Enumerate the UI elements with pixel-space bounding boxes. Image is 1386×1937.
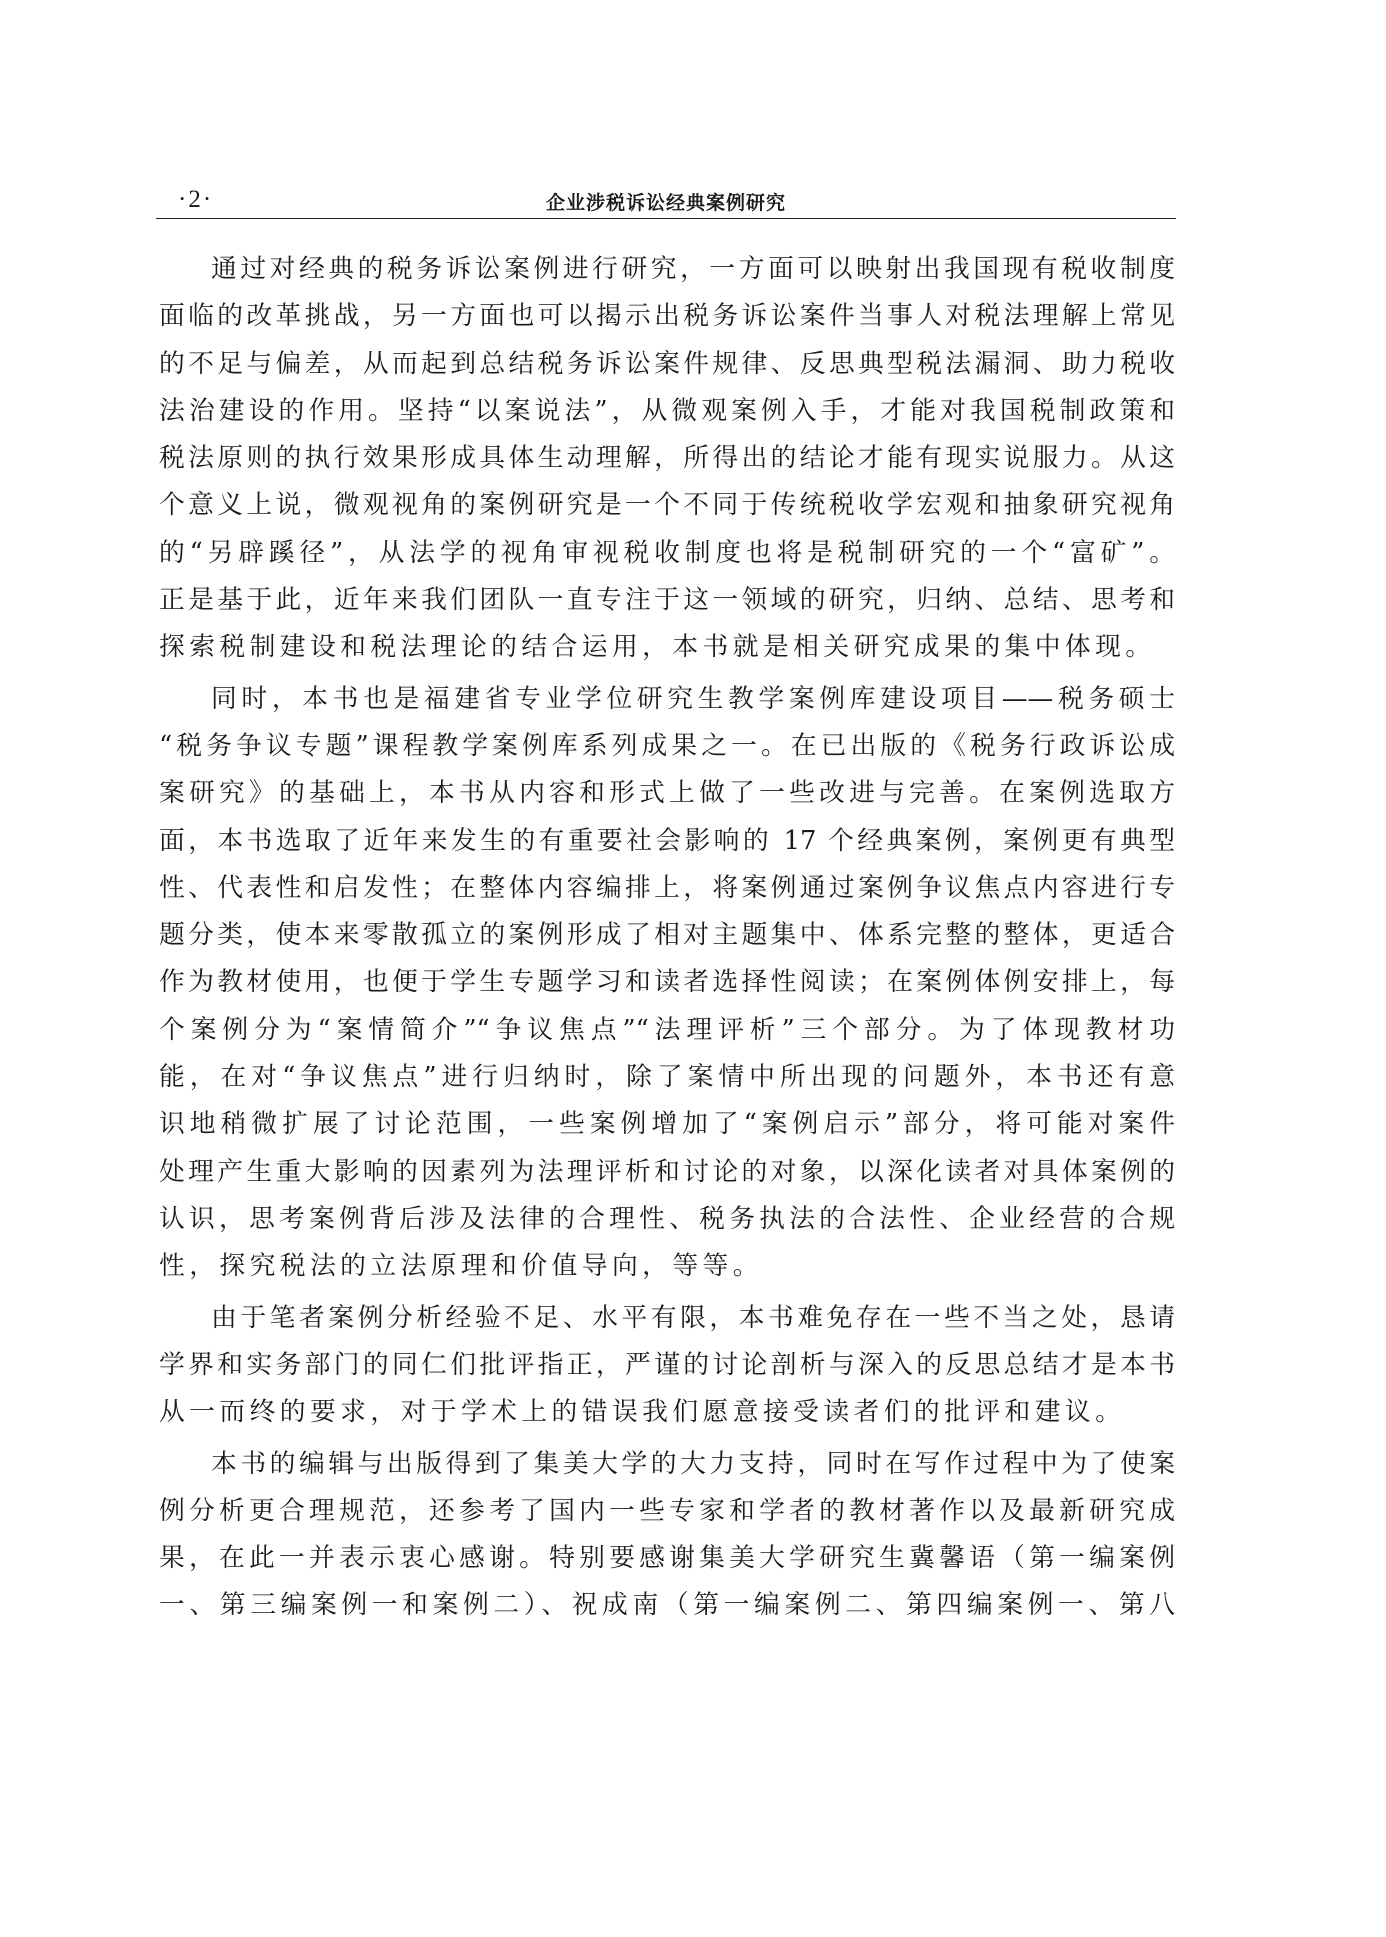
text-line: 的“另辟蹊径”，从法学的视角审视税收制度也将是税制研究的一个“富矿”。 bbox=[159, 537, 1175, 568]
text-line: 通过对经典的税务诉讼案例进行研究，一方面可以映射出我国现有税收制度 bbox=[211, 254, 1175, 284]
text-line: 本书的编辑与出版得到了集美大学的大力支持，同时在写作过程中为了使案 bbox=[211, 1448, 1175, 1479]
paragraph bbox=[159, 1441, 1175, 1630]
paragraph bbox=[159, 246, 1175, 672]
text-line: 同时，本书也是福建省专业学位研究生教学案例库建设项目——税务硕士 bbox=[211, 683, 1175, 714]
text-line: 面临的改革挑战，另一方面也可以揭示出税务诉讼案件当事人对税法理解上常见 bbox=[159, 301, 1175, 332]
text-line: 探索税制建设和税法理论的结合运用，本书就是相关研究成果的集中体现。 bbox=[159, 632, 1156, 663]
text-line: 性、代表性和启发性；在整体内容编排上，将案例通过案例争议焦点内容进行专 bbox=[159, 872, 1175, 903]
text-line: 法治建设的作用。坚持“以案说法”，从微观案例入手，才能对我国税制政策和 bbox=[159, 395, 1175, 426]
paragraph bbox=[159, 676, 1175, 1291]
text-line: 面，本书选取了近年来发生的有重要社会影响的 17 个经典案例，案例更有典型 bbox=[159, 825, 1175, 856]
text-line: 的不足与偏差，从而起到总结税务诉讼案件规律、反思典型税法漏洞、助力税收 bbox=[159, 348, 1175, 379]
text-line: 题分类，使本来零散孤立的案例形成了相对主题集中、体系完整的整体，更适合 bbox=[159, 920, 1175, 951]
text-line: 例分析更合理规范，还参考了国内一些专家和学者的教材著作以及最新研究成 bbox=[159, 1495, 1175, 1526]
running-header bbox=[156, 184, 1176, 218]
text-line: 个案例分为“案情简介”“争议焦点”“法理评析”三个部分。为了体现教材功 bbox=[159, 1014, 1175, 1045]
text-line: 从一而终的要求，对于学术上的错误我们愿意接受读者们的批评和建议。 bbox=[159, 1397, 1126, 1428]
text-line: 税法原则的执行效果形成具体生动理解，所得出的结论才能有现实说服力。从这 bbox=[159, 443, 1175, 474]
header-rule bbox=[156, 218, 1176, 219]
text-line: 能，在对“争议焦点”进行归纳时，除了案情中所出现的问题外，本书还有意 bbox=[159, 1062, 1175, 1093]
text-line: 作为教材使用，也便于学生专题学习和读者选择性阅读；在案例体例安排上，每 bbox=[159, 967, 1175, 998]
text-line: 性，探究税法的立法原理和价值导向，等等。 bbox=[159, 1251, 763, 1282]
text-line: 个意义上说，微观视角的案例研究是一个不同于传统税收学宏观和抽象研究视角 bbox=[159, 490, 1175, 521]
text-line: 学界和实务部门的同仁们批评指正，严谨的讨论剖析与深入的反思总结才是本书 bbox=[159, 1349, 1175, 1380]
text-line: 一、第三编案例一和案例二）、祝成南（第一编案例二、第四编案例一、第八 bbox=[159, 1590, 1175, 1621]
text-line: 由于笔者案例分析经验不足、水平有限，本书难免存在一些不当之处，恳请 bbox=[211, 1302, 1175, 1333]
text-line: “税务争议专题”课程教学案例库系列成果之一。在已出版的《税务行政诉讼成 bbox=[159, 730, 1175, 761]
book-title: 企业涉税诉讼经典案例研究 bbox=[545, 192, 786, 214]
text-line: 处理产生重大影响的因素列为法理评析和讨论的对象，以深化读者对具体案例的 bbox=[159, 1156, 1175, 1187]
text-line: 识地稍微扩展了讨论范围，一些案例增加了“案例启示”部分，将可能对案件 bbox=[159, 1109, 1175, 1140]
paragraph bbox=[159, 1295, 1175, 1437]
text-line: 认识，思考案例背后涉及法律的合理性、税务执法的合法性、企业经营的合规 bbox=[159, 1203, 1175, 1234]
page-number: ·2· bbox=[178, 186, 214, 213]
text-line: 案研究》的基础上，本书从内容和形式上做了一些改进与完善。在案例选取方 bbox=[159, 778, 1175, 809]
text-line: 果，在此一并表示衷心感谢。特别要感谢集美大学研究生冀馨语（第一编案例 bbox=[159, 1543, 1175, 1574]
text-line: 正是基于此，近年来我们团队一直专注于这一领域的研究，归纳、总结、思考和 bbox=[159, 585, 1175, 616]
